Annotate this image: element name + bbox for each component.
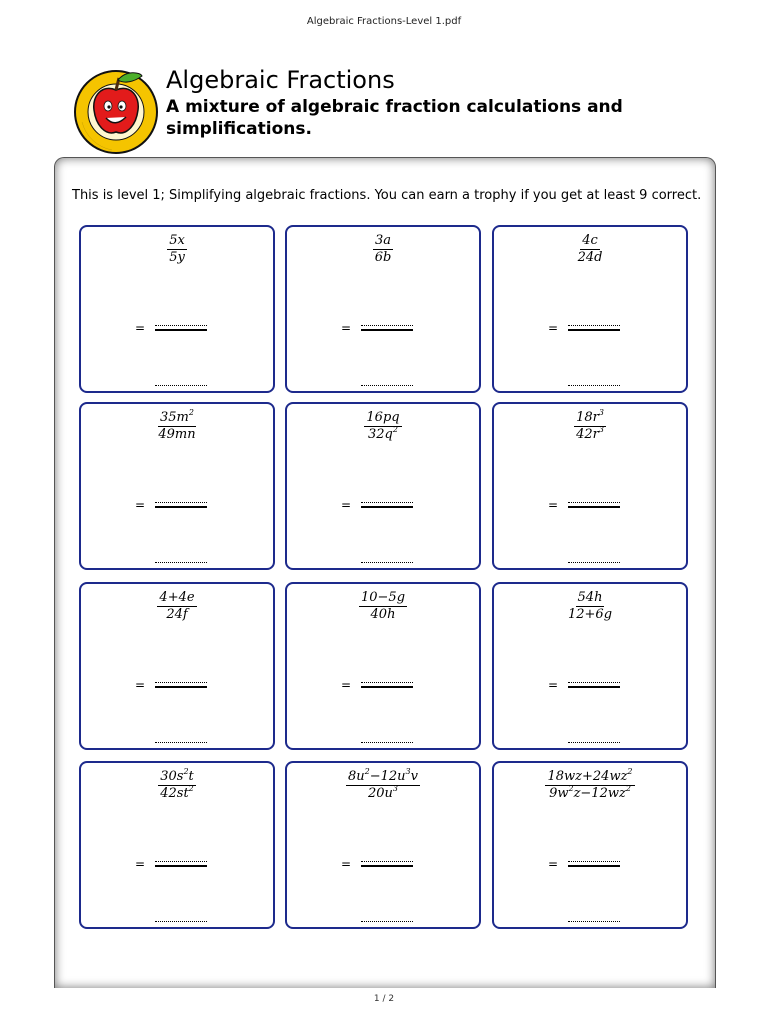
answer-numerator-field[interactable] <box>155 325 207 326</box>
fraction-numerator: 4c <box>582 233 598 248</box>
fraction-numerator: $18r^3$ <box>576 407 604 425</box>
question-fraction <box>81 407 273 443</box>
fraction-numerator: $30s^2t$ <box>160 766 194 784</box>
answer-numerator-field[interactable] <box>568 861 620 862</box>
answer-fraction-bar <box>361 865 413 867</box>
answer-numerator-field[interactable] <box>568 502 620 503</box>
fraction-denominator: $9w^2z-12wz^2$ <box>549 783 631 801</box>
question-card <box>285 402 481 570</box>
answer-numerator-field[interactable] <box>361 502 413 503</box>
question-card <box>492 402 688 570</box>
fraction-denominator: 24d <box>577 250 603 265</box>
question-card <box>79 582 275 750</box>
answer-fraction-bar <box>155 686 207 688</box>
answer-fraction-bar <box>361 506 413 508</box>
answer-denominator-field[interactable] <box>155 562 207 563</box>
question-card <box>79 402 275 570</box>
equals-sign: = <box>135 678 146 692</box>
page-subtitle: A mixture of algebraic fraction calculations and simplifications. <box>166 97 623 139</box>
document-title: Algebraic Fractions-Level 1.pdf <box>306 16 462 27</box>
equals-sign: = <box>341 857 352 871</box>
question-fraction <box>287 410 479 443</box>
question-fraction <box>494 766 686 802</box>
answer-numerator-field[interactable] <box>361 325 413 326</box>
fraction-numerator: $8u^2-12u^3v$ <box>347 766 418 784</box>
fraction-numerator: $35m^2$ <box>160 407 194 425</box>
question-card <box>79 225 275 393</box>
fraction-denominator: 24f <box>166 607 188 622</box>
fraction-denominator: 40h <box>370 607 396 622</box>
answer-denominator-field[interactable] <box>568 562 620 563</box>
fraction-denominator: $42r^3$ <box>576 424 604 442</box>
answer-numerator-field[interactable] <box>155 861 207 862</box>
answer-fraction-bar <box>568 329 620 331</box>
fraction-numerator: 10−5g <box>360 590 406 605</box>
equals-sign: = <box>548 498 559 512</box>
answer-numerator-field[interactable] <box>568 325 620 326</box>
answer-fraction-bar <box>361 329 413 331</box>
equals-sign: = <box>341 678 352 692</box>
fraction-numerator: 4+4e <box>159 590 195 605</box>
question-fraction <box>81 766 273 802</box>
fraction-denominator: 49mn <box>158 427 196 442</box>
answer-numerator-field[interactable] <box>155 502 207 503</box>
equals-sign: = <box>135 321 146 335</box>
fraction-numerator: 16pq <box>366 410 400 425</box>
fraction-numerator: $18wz+24wz^2$ <box>547 766 633 784</box>
answer-numerator-field[interactable] <box>361 682 413 683</box>
answer-denominator-field[interactable] <box>568 921 620 922</box>
question-card <box>492 761 688 929</box>
equals-sign: = <box>548 857 559 871</box>
question-card <box>79 761 275 929</box>
fraction-numerator: 54h <box>577 590 603 605</box>
answer-denominator-field[interactable] <box>361 742 413 743</box>
page-number: 1 / 2 <box>373 994 395 1004</box>
question-fraction <box>494 590 686 623</box>
question-fraction <box>494 407 686 443</box>
answer-fraction-bar <box>155 506 207 508</box>
answer-denominator-field[interactable] <box>361 385 413 386</box>
equals-sign: = <box>341 498 352 512</box>
fraction-denominator: $32q^2$ <box>368 424 398 442</box>
equals-sign: = <box>548 321 559 335</box>
equals-sign: = <box>548 678 559 692</box>
answer-fraction-bar <box>155 865 207 867</box>
answer-denominator-field[interactable] <box>361 562 413 563</box>
fraction-denominator: 12+6g <box>567 607 613 622</box>
answer-denominator-field[interactable] <box>155 742 207 743</box>
answer-numerator-field[interactable] <box>155 682 207 683</box>
answer-denominator-field[interactable] <box>568 742 620 743</box>
question-fraction <box>287 233 479 266</box>
transum-apple-logo <box>72 66 160 154</box>
question-fraction <box>287 590 479 623</box>
answer-denominator-field[interactable] <box>568 385 620 386</box>
fraction-numerator: 5x <box>169 233 185 248</box>
answer-numerator-field[interactable] <box>568 682 620 683</box>
question-fraction <box>287 766 479 802</box>
question-fraction <box>81 233 273 266</box>
page-title: Algebraic Fractions <box>166 66 395 94</box>
answer-numerator-field[interactable] <box>361 861 413 862</box>
answer-fraction-bar <box>568 865 620 867</box>
question-card <box>492 582 688 750</box>
fraction-denominator: $20u^3$ <box>367 783 398 801</box>
question-fraction <box>81 590 273 623</box>
fraction-denominator: $42st^2$ <box>160 783 194 801</box>
fraction-denominator: 5y <box>169 250 185 265</box>
instructions-text: This is level 1; Simplifying algebraic fractions. You can earn a trophy if you get at least 9 correct. <box>72 188 702 203</box>
equals-sign: = <box>135 857 146 871</box>
equals-sign: = <box>341 321 352 335</box>
question-card <box>285 225 481 393</box>
answer-fraction-bar <box>568 686 620 688</box>
answer-fraction-bar <box>361 686 413 688</box>
question-card <box>285 761 481 929</box>
answer-denominator-field[interactable] <box>155 385 207 386</box>
equals-sign: = <box>135 498 146 512</box>
answer-fraction-bar <box>568 506 620 508</box>
answer-denominator-field[interactable] <box>361 921 413 922</box>
fraction-numerator: 3a <box>374 233 392 248</box>
answer-fraction-bar <box>155 329 207 331</box>
question-fraction <box>494 233 686 266</box>
answer-denominator-field[interactable] <box>155 921 207 922</box>
question-card <box>285 582 481 750</box>
fraction-denominator: 6b <box>374 250 392 265</box>
question-card <box>492 225 688 393</box>
